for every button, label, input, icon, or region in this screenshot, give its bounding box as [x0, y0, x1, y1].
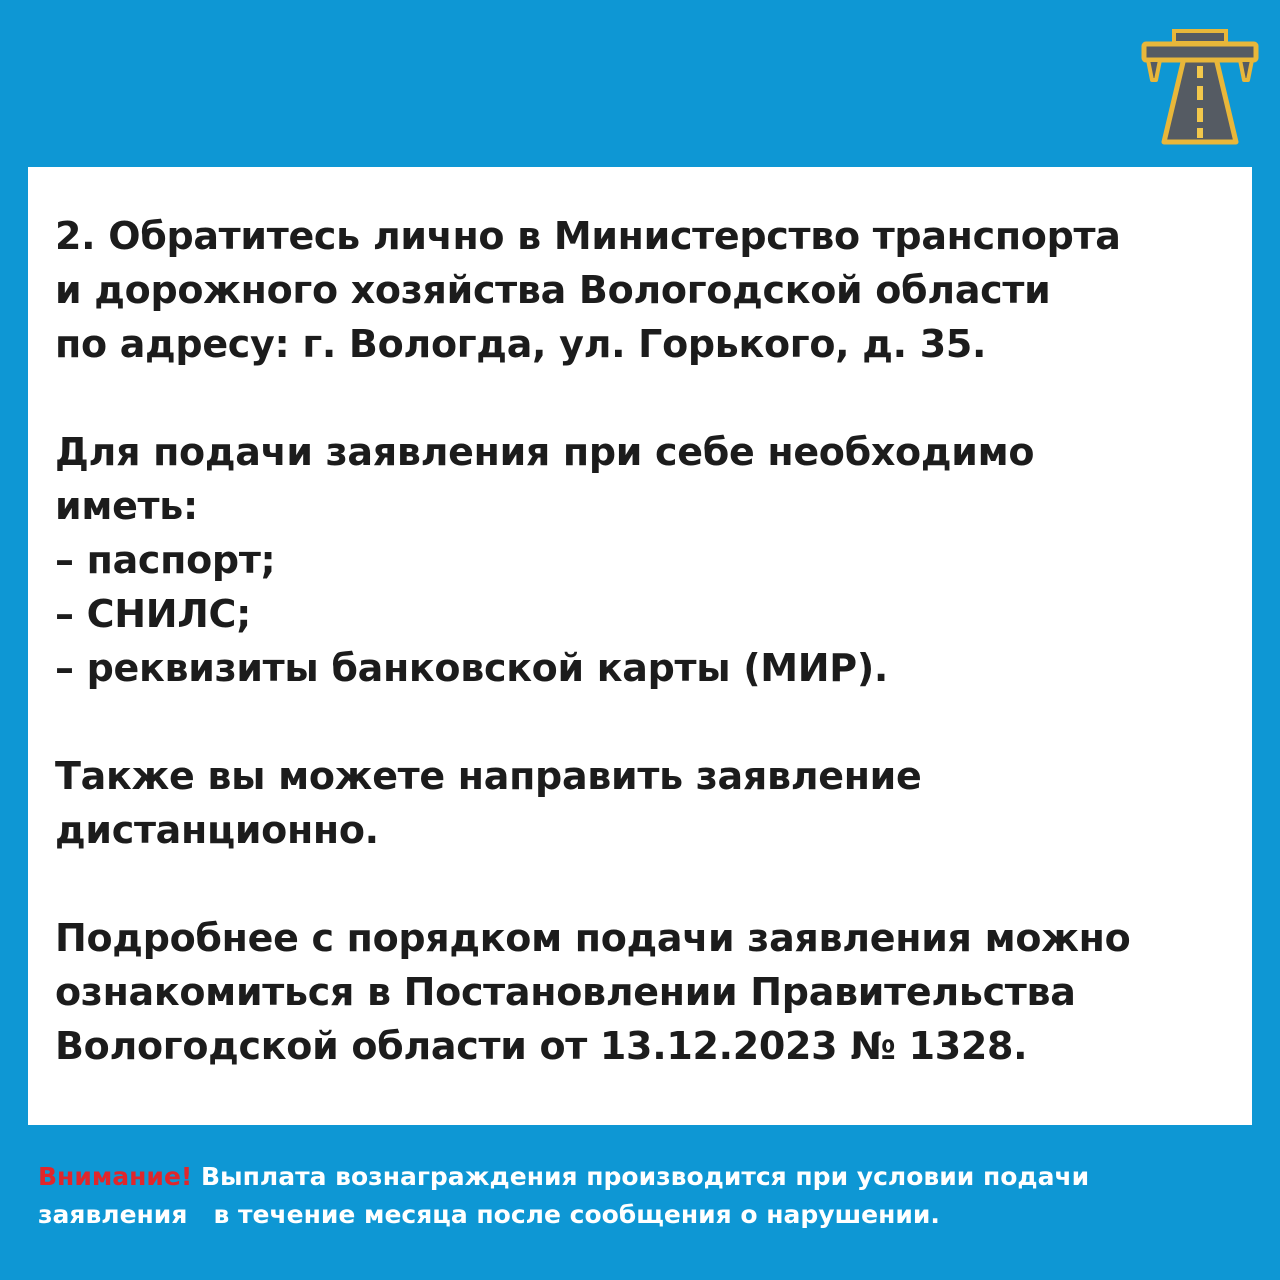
paragraph-spacer — [55, 857, 1235, 911]
address-line: по адресу: г. Вологда, ул. Горького, д. 35. — [55, 322, 987, 366]
address-paragraph — [55, 209, 1235, 371]
remote-paragraph — [55, 749, 1235, 857]
footer-line — [38, 1158, 1268, 1196]
details-line: ознакомиться в Постановлении Правительства — [55, 970, 1076, 1014]
details-line: Подробнее с порядком подачи заявления можно — [55, 916, 1131, 960]
paragraph-spacer — [55, 371, 1235, 425]
road-overpass-icon — [1138, 28, 1262, 146]
footer-text: Выплата вознаграждения производится при условии подачи — [192, 1162, 1090, 1191]
documents-intro-line: Для подачи заявления при себе необходимо — [55, 430, 1035, 474]
info-card-text — [55, 209, 1235, 1073]
road-overpass-logo — [1138, 28, 1262, 146]
details-line: Вологодской области от 13.12.2023 № 1328. — [55, 1024, 1028, 1068]
document-item: – СНИЛС; — [55, 592, 251, 636]
footer-line: заявления в течение месяца после сообщения о нарушении. — [38, 1200, 940, 1229]
address-line: 2. Обратитесь лично в Министерство транспорта — [55, 214, 1121, 258]
info-card — [28, 167, 1252, 1125]
document-item: – паспорт; — [55, 538, 276, 582]
documents-paragraph — [55, 425, 1235, 695]
details-paragraph — [55, 911, 1235, 1073]
documents-intro-line: иметь: — [55, 484, 198, 528]
address-line: и дорожного хозяйства Вологодской области — [55, 268, 1051, 312]
remote-line: Также вы можете направить заявление — [55, 754, 922, 798]
footer-notice — [38, 1158, 1268, 1234]
remote-line: дистанционно. — [55, 808, 379, 852]
warning-label: Внимание! — [38, 1162, 193, 1191]
paragraph-spacer — [55, 695, 1235, 749]
document-item: – реквизиты банковской карты (МИР). — [55, 646, 889, 690]
